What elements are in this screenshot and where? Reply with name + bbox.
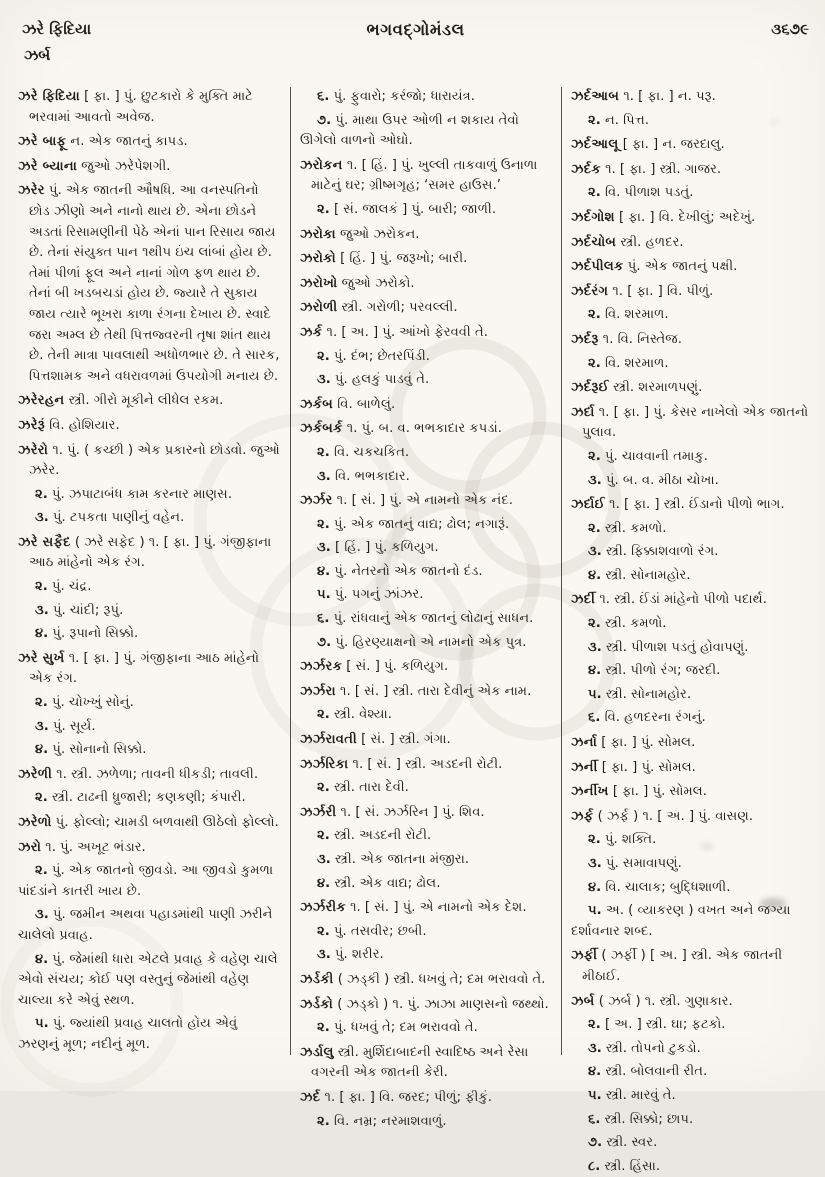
dictionary-entry: ઝર્દઆલૂ [ ફા. ] ન. જરદાલુ. xyxy=(571,137,725,153)
dictionary-entry: ઝરેરહન સ્ત્રી. ગીરો મૂકીને લીધેલ રકમ. xyxy=(18,393,224,409)
dictionary-entry: ઝર્દરૂ ૧. વિ. નિસ્તેજ. xyxy=(571,331,682,347)
sense-line: ૫. અ. ( વ્યાકરણ ) વખત અને જગ્યા દર્શાવનાર શબ્દ. xyxy=(571,903,791,939)
dictionary-entry: ઝર્દક ૧. [ ફા. ] સ્ત્રી. ગાજર. xyxy=(571,161,722,177)
dictionary-entry: ઝર્દરૂઈ સ્ત્રી. શરમાળપણું. xyxy=(571,380,703,396)
dictionary-entry: ઝરોખો જુઓ ઝરોકો. xyxy=(300,275,415,291)
sense-number: ૨. xyxy=(317,828,330,844)
headword: ઝરે સુર્ખ xyxy=(18,650,65,666)
dictionary-entry: ઝર્ડાલુ સ્ત્રી. મુર્શિદાબાદની સ્વાદિષ્ઠ અને રેસા વગરની એક જાતની કેરી. xyxy=(300,1044,529,1081)
sense-line: ૨. વિ. ચકચકિત. xyxy=(317,444,410,460)
dictionary-entry: ઝર્બ ( ઝર્બ ) ૧. સ્ત્રી. ગુણાકાર. xyxy=(571,993,733,1009)
sense-number: ૨. xyxy=(588,832,601,848)
sense-line: ૫. સ્ત્રી. મારવું તે. xyxy=(588,1087,676,1103)
headword: ઝર્ક xyxy=(300,324,323,340)
sense-number: ૬. xyxy=(317,89,330,104)
column-divider-2 xyxy=(561,87,562,1055)
sense-number: ૨. xyxy=(317,348,330,364)
sense-line: ૨. વિ. પીળાશ પડતું. xyxy=(588,185,694,201)
headword: ઝર્ઝર xyxy=(300,493,333,509)
headword: ઝરેરૂં xyxy=(18,417,46,433)
sense-number: ૨. xyxy=(35,579,48,595)
sense-number: ૫. xyxy=(588,1087,602,1103)
dictionary-entry: ઝરે સુર્ખ ૧. [ ફા. ] પું. ગંજીફાના આઠ માંહેનો એક રંગ. xyxy=(18,650,260,687)
headword: ઝર્દરૂઈ xyxy=(571,380,609,396)
column-divider-1 xyxy=(290,87,291,1055)
sense-number: ૪. xyxy=(588,663,602,679)
sense-line: ૬. પું. ફુવારો; કરંજો; ધારાયંત્ર. xyxy=(317,89,475,104)
sense-number: ૨. xyxy=(317,516,330,532)
dictionary-entry: ઝરેરો ૧. પું. ( કચ્છી ) એક પ્રકારનો છોડવો. જુઓ ઝરેર. xyxy=(18,442,280,479)
sense-line: ૭. પું. હિરણ્યાક્ષનો એ નામનો એક પુત્ર. xyxy=(317,634,527,650)
sense-line: ૩. પું. શરીર. xyxy=(317,947,384,963)
headword: ઝરોકો xyxy=(300,251,336,267)
sense-line: ૩. પું. સૂર્ય. xyxy=(35,718,96,734)
dictionary-entry: ઝર્ડકો ( ઝડ્કો ) ૧. પું. ઝાઝા માણસનો જથ્થો. xyxy=(300,996,549,1012)
sense-line: ૩. પું. ચાંદી; રૂપું. xyxy=(35,602,124,618)
sense-line: ૪. સ્ત્રી. સોનામહોર. xyxy=(588,567,691,583)
dictionary-entry: ઝર્ઝરા ૧. [ સં. ] સ્ત્રી. તારા દેવીનું એક નામ. xyxy=(300,683,532,699)
headword: ઝર્દઆબ xyxy=(571,89,620,104)
column-2 xyxy=(300,87,552,1129)
sense-number: ૩. xyxy=(35,907,49,923)
dictionary-entry: ઝર્ઝરક [ સં. ] પું. કળિયુગ. xyxy=(300,659,449,675)
dictionary-entry: ઝરે બ્યાના જુઓ ઝરેપેશગી. xyxy=(18,158,171,174)
sense-number: ૨. xyxy=(588,1017,601,1033)
headword: ઝર્દક xyxy=(571,161,601,177)
dictionary-entry: ઝરેળો પું. ફોલ્લો; ચામડી બળવાથી ઊઠેલો ફોલ્લો. xyxy=(18,815,279,830)
dictionary-entry: ઝર્ઝરાવતી [ સં. ] સ્ત્રી. ગંગા. xyxy=(300,732,451,748)
headword: ઝર્દગોશ xyxy=(571,209,615,225)
sense-line: ૭. પું. માથા ઉપર ઓળી ન શકાય તેવો ઊગેલો વાળનો ઓઘો. xyxy=(300,112,519,149)
dictionary-entry: ઝરે ફિદિયા [ ફા. ] પું. છુટકારો કે મુક્તિ માટે ભરવામાં આવતો અવેજ. xyxy=(18,89,253,125)
sense-line: ૨. સ્ત્રી. ટાઢની ધ્રુજારી; કણકણી; કંપારી. xyxy=(35,790,246,806)
sense-line: ૮. સ્ત્રી. હિંસા. xyxy=(588,1158,661,1174)
headword: ઝર્દ xyxy=(300,1089,321,1105)
headword: ઝર્ઝરી xyxy=(300,804,337,820)
headword: ઝર્દી xyxy=(571,592,596,608)
dictionary-entry: ઝર્દરંગ ૧. [ ફા. ] વિ. પીળું. xyxy=(571,283,714,299)
sense-line: ૨. [ અ. ] સ્ત્રી. ઘા; ફટકો. xyxy=(588,1017,726,1033)
sense-line: ૫. સ્ત્રી. સોનામહોર. xyxy=(588,686,692,702)
sense-number: ૩. xyxy=(317,540,331,556)
dictionary-entry: ઝરો ૧. પું. અખૂટ ભંડાર. xyxy=(18,839,146,855)
page-header xyxy=(22,20,809,40)
headword: ઝર્ડકી xyxy=(300,971,334,987)
dictionary-entry: ઝર્ફી ( ઝર્ફી ) [ અ. ] સ્ત્રી. એક જાતની મીઠાઈ. xyxy=(571,948,783,984)
sense-line: ૭. સ્ત્રી. સ્વર. xyxy=(588,1135,658,1151)
sense-line: ૫. પું. પગનું ઝાંઝર. xyxy=(317,587,424,603)
sense-line: ૨. પું. તસવીર; છબી. xyxy=(317,923,427,939)
headword: ઝર્દઆલૂ xyxy=(571,137,619,153)
dictionary-columns xyxy=(18,87,817,1174)
headword: ઝર્દચોબ xyxy=(571,234,617,250)
headword: ઝર્દરંગ xyxy=(571,283,609,299)
guide-word-last: ઝર્બ xyxy=(24,46,51,64)
sense-number: ૮. xyxy=(588,1158,601,1174)
sense-number: ૨. xyxy=(588,112,601,128)
headword: ઝરેળો xyxy=(18,815,52,830)
sense-line: ૩. સ્ત્રી. પીળાશ પડતું હોવાપણું. xyxy=(588,639,749,655)
headword: ઝરેરહન xyxy=(18,393,65,409)
sense-line: ૨. પું. ધખવું તે; દમ ભરાવવો તે. xyxy=(317,1020,478,1036)
sense-line: ૪. પું. રૂપાનો સિક્કો. xyxy=(35,626,139,642)
sense-line: ૨. પું. શક્તિ. xyxy=(588,832,657,848)
sense-number: ૬. xyxy=(317,611,330,627)
headword: ઝર્દપીલક xyxy=(571,259,624,275)
sense-number: ૨. xyxy=(588,520,601,536)
sense-number: ૪. xyxy=(35,951,49,967)
headword: ઝર્ઝરક xyxy=(300,659,343,675)
sense-number: ૪. xyxy=(317,875,331,891)
sense-line: ૪. સ્ત્રી. એક વાદ્ય; ઢોલ. xyxy=(317,875,441,891)
headword: ઝરોકન xyxy=(300,157,343,173)
headword: ઝર્કબ xyxy=(300,396,334,412)
column-1 xyxy=(18,87,281,1083)
headword: ઝર્દરૂ xyxy=(571,331,599,347)
headword: ઝર્ના xyxy=(571,735,598,751)
sense-line: ૪. સ્ત્રી. બોલવાની રીત. xyxy=(588,1064,708,1080)
sense-line: ૪. પું. સોનાનો સિક્કો. xyxy=(35,742,147,758)
sense-line: ૨. વિ. શરમાળ. xyxy=(588,307,669,323)
sense-number: ૪. xyxy=(35,742,49,758)
dictionary-entry: ઝર્દા ૧. [ ફા. ] પું. કેસર નાખેલો એક જાતનો પુલાવ. xyxy=(571,404,809,441)
sense-line: ૪. પું. જેમાંથી ધારા એટલે પ્રવાહ કે વહેણ ચાલે એવો સંચય; કોઈ પણ વસ્તુનું જેમાંથી વહેણ ચાલ્યા કરે એવું સ્થળ. xyxy=(18,951,278,1008)
dictionary-entry: ઝરે બાફૂ ન. એક જાતનું કાપડ. xyxy=(18,134,188,150)
sense-number: ૫. xyxy=(35,1016,49,1032)
dictionary-entry: ઝર્ઝરી ૧. [ સં. ઝર્ઝરિન ] પું. શિવ. xyxy=(300,804,485,820)
sense-number: ૬. xyxy=(588,710,601,726)
headword: ઝરોકા xyxy=(300,226,336,242)
sense-number: ૨. xyxy=(588,448,601,464)
sense-number: ૫. xyxy=(317,587,331,603)
dictionary-entry: ઝરોકન ૧. [ હિં. ] પું. ખુલ્લી તાકવાળું ઉનાળા માટેનું ઘર; ગ્રીષ્મગૃહ; ‘સમર હાઉસ.’ xyxy=(300,157,538,194)
sense-number: ૨. xyxy=(35,790,48,806)
sense-line: ૬. વિ. હળદરના રંગનું. xyxy=(588,710,706,726)
sense-number: ૩. xyxy=(317,852,331,867)
sense-number: ૨. xyxy=(317,201,330,217)
headword: ઝર્ઝરા xyxy=(300,683,336,699)
sense-line: ૩. પું. બ. વ. મીઠા ચોખા. xyxy=(588,472,719,488)
dictionary-entry: ઝરેર પું. એક જાતની ઔષધિ. આ વનસ્પતિનો છોડ ઝીણો અને નાનો થાય છે. એના છોડને અડતાં રિસામણીની પેઠે એનાં પાન રિસાય જાય છે. તેનાં સંયુક્ત પાન ૧થી૫ ઇંચ લાંબાં હોય છે. તેમાં પીળાં ફૂલ અને નાનાં ગોળ ફળ થાય છે. તેનાં બી ખડબચડાં હોય છે. જ્યારે તે સુકાય જાય ત્યારે ભૂખરા કાળા રંગના દેખાય છે. સ્વાદે જરા અમ્લ છે તેથી પિત્તજ્વરની તૃષા શાંત થાય છે. તેની માત્રા પાવલાથી અધોળભાર છે. તે સારક, પિત્તશામક અને વધરાવળમાં ઉપયોગી મનાય છે. xyxy=(18,183,280,384)
sense-line: ૨. પું. એક જાતનો જીવડો. આ જીવડો કુમળા પાંદડાંને કાતરી ખાય છે. xyxy=(18,863,274,899)
headword: ઝર્ઝરીક xyxy=(300,900,346,916)
sense-line: ૪. પું. નેતરનો એક જાતનો દંડ. xyxy=(317,563,483,579)
sense-number: ૭. xyxy=(588,1135,603,1151)
sense-number: ૨. xyxy=(35,486,48,502)
headword: ઝરેર xyxy=(18,183,45,199)
headword: ઝરે ફિદિયા xyxy=(18,89,80,104)
sense-number: ૩. xyxy=(588,1040,602,1056)
sense-line: ૨. વિ. નમ્ર; નરમાશવાળું. xyxy=(317,1113,447,1129)
dictionary-entry: ઝરેરૂં વિ. હોશિયાર. xyxy=(18,417,120,433)
sense-line: ૬. સ્ત્રી. સિક્કો; છાપ. xyxy=(588,1111,694,1127)
sense-number: ૨. xyxy=(588,355,601,371)
sense-number: ૩. xyxy=(317,468,331,484)
sense-line: ૨. સ્ત્રી. વેશ્યા. xyxy=(317,707,392,723)
sense-number: ૩. xyxy=(317,947,331,963)
headword: ઝરેરો xyxy=(18,442,49,458)
headword: ઝર્ડાલુ xyxy=(300,1044,334,1060)
headword: ઝર્ઝરિકા xyxy=(300,756,349,772)
column-3 xyxy=(571,87,817,1174)
headword: ઝર્ફ xyxy=(571,808,594,824)
dictionary-entry: ઝર્કબર્ક ૧. પું. બ. વ. ભભકાદાર કપડાં. xyxy=(300,421,502,437)
page-number: ૩૬૭૯ xyxy=(771,20,809,38)
sense-line: ૨. પું. ચોખ્ખું સોનું. xyxy=(35,695,134,711)
sense-line: ૩. પું. હલકું પાડવું તે. xyxy=(317,372,430,388)
sense-line: ૨. પું. દંભ; છેતરપિંડી. xyxy=(317,348,430,364)
sense-number: ૨. xyxy=(588,185,601,201)
sense-line: ૪. સ્ત્રી. પીળો રંગ; જરદી. xyxy=(588,663,721,679)
headword: ઝર્ની xyxy=(571,759,598,775)
dictionary-entry: ઝર્કબ વિ. બાળેલું. xyxy=(300,396,396,412)
dictionary-entry: ઝર્ના [ ફા. ] પું. સોમલ. xyxy=(571,735,696,751)
sense-number: ૪. xyxy=(588,567,602,583)
sense-line: ૩. પું. સમાવાપણું. xyxy=(588,856,682,871)
sense-line: ૨. સ્ત્રી. તારા દેવી. xyxy=(317,780,409,796)
dictionary-entry: ઝર્ડકી ( ઝડ્કી ) સ્ત્રી. ધખવું તે; દમ ભરાવવો તે. xyxy=(300,971,546,987)
dictionary-entry: ઝર્દચોબ સ્ત્રી. હળદર. xyxy=(571,234,684,250)
headword: ઝરેળી xyxy=(18,766,53,782)
headword: ઝરે બ્યાના xyxy=(18,158,78,174)
sense-number: ૨. xyxy=(317,1020,330,1036)
dictionary-entry: ઝર્દાઈ ૧. [ ફા. ] સ્ત્રી. ઈંડાનો પીળો ભાગ. xyxy=(571,497,785,513)
sense-line: ૨. પું. એક જાતનું વાદ્ય; ઢોલ; નગારૂં. xyxy=(317,516,510,532)
headword: ઝરે સફૈદ xyxy=(18,534,71,550)
dictionary-entry: ઝર્ઝરિકા ૧. [ સં. ] સ્ત્રી. અડદની રોટી. xyxy=(300,756,503,772)
sense-line: ૫. પું. જ્યાંથી પ્રવાહ ચાલતો હોય એવું ઝરણનું મૂળ; નદીનું મૂળ. xyxy=(18,1016,238,1052)
sense-line: ૩. સ્ત્રી. ફિક્કાશવાળો રંગ. xyxy=(588,544,719,560)
sense-number: ૨. xyxy=(35,863,48,879)
sense-number: ૭. xyxy=(317,112,332,128)
sense-number: ૩. xyxy=(588,639,602,655)
headword: ઝરો xyxy=(18,839,42,855)
headword: ઝર્ફી xyxy=(571,948,598,964)
dictionary-entry: ઝર્ક ૧. [ અ. ] પું. આંખો ફેરવવી તે. xyxy=(300,324,488,340)
sense-line: ૨. પું. ચાવવાની તમાકુ. xyxy=(588,448,708,464)
headword: ઝરોખો xyxy=(300,275,338,291)
dictionary-entry: ઝર્ફ ( ઝર્ફ ) ૧. [ અ. ] પું. વાસણ. xyxy=(571,808,754,824)
headword: ઝર્બ xyxy=(571,993,595,1009)
sense-line: ૬. પું. રાંધવાનું એક જાતનું લોઢાનું સાધન. xyxy=(317,611,534,627)
sense-number: ૨. xyxy=(317,923,330,939)
sense-line: ૩. સ્ત્રી. તોપનો ટુકડો. xyxy=(588,1040,701,1056)
sense-number: ૨. xyxy=(588,616,601,632)
sense-number: ૬. xyxy=(588,1111,601,1127)
sense-number: ૩. xyxy=(588,856,602,871)
dictionary-entry: ઝર્ઝરીક ૧. [ સં. ] પું. એ નામનો એક દેશ. xyxy=(300,900,527,916)
sense-number: ૩. xyxy=(35,510,49,526)
sense-number: ૪. xyxy=(588,1064,602,1080)
sense-line: ૩. [ હિં. ] પું. કળિયુગ. xyxy=(317,540,439,556)
sense-line: ૨. [ સં. જાલકં ] પું. બારી; જાળી. xyxy=(317,201,497,217)
sense-number: ૭. xyxy=(317,634,332,650)
sense-number: ૩. xyxy=(588,544,602,560)
sense-number: ૨. xyxy=(317,780,330,796)
sense-number: ૪. xyxy=(317,563,331,579)
dictionary-entry: ઝરોકો [ હિં. ] પું. જરૂખો; બારી. xyxy=(300,251,468,267)
dictionary-entry: ઝર્દઆબ ૧. [ ફા. ] ન. પરૂ. xyxy=(571,89,716,104)
sense-number: ૨. xyxy=(317,707,330,723)
sense-line: ૨. સ્ત્રી. કમળો. xyxy=(588,520,667,536)
dictionary-entry: ઝરેળી ૧. સ્ત્રી. ઝળેળા; તાવની ધીકડી; તાવલી. xyxy=(18,766,259,782)
sense-number: ૨. xyxy=(317,444,330,460)
headword: ઝર્ડકો xyxy=(300,996,334,1012)
dictionary-entry: ઝર્નીખ [ ફા. ] પું. સોમલ. xyxy=(571,784,707,800)
dictionary-entry: ઝર્દપીલક પું. એક જાતનું પક્ષી. xyxy=(571,259,738,275)
dictionary-title: ભગવદ્ગોમંડલ xyxy=(366,20,465,39)
sense-line: ૩. પું. જમીન અથવા પહાડમાંથી પાણી ઝરીને ચાલેલો પ્રવાહ. xyxy=(18,907,273,943)
sense-number: ૨. xyxy=(317,1113,330,1129)
sense-line: ૩. પું. ટપકતા પાણીનું વહેન. xyxy=(35,510,185,526)
sense-line: ૩. સ્ત્રી. એક જાતના મંજીરા. xyxy=(317,852,470,867)
headword: ઝર્નીખ xyxy=(571,784,609,800)
sense-number: ૩. xyxy=(317,372,331,388)
sense-line: ૨. પું. ઝપાટાબંધ કામ કરનાર માણસ. xyxy=(35,486,233,502)
sense-number: ૫. xyxy=(588,686,602,702)
sense-number: ૫. xyxy=(588,903,602,919)
dictionary-entry: ઝરોળી સ્ત્રી. ગરોળી; પરવલ્લી. xyxy=(300,300,458,316)
sense-number: ૩. xyxy=(35,602,49,618)
sense-number: ૩. xyxy=(35,718,49,734)
headword: ઝરોળી xyxy=(300,300,338,316)
dictionary-entry: ઝર્ઝર ૧. [ સં. ] પું. એ નામનો એક નંદ. xyxy=(300,493,513,509)
sense-number: ૪. xyxy=(35,626,49,642)
sense-line: ૨. વિ. શરમાળ. xyxy=(588,355,669,371)
headword: ઝર્દાઈ xyxy=(571,497,605,513)
sense-number: ૨. xyxy=(588,307,601,323)
dictionary-entry: ઝર્દગોશ [ ફા. ] વિ. દેખીલું; અદેખું. xyxy=(571,209,756,225)
sense-line: ૨. સ્ત્રી. કમળો. xyxy=(588,616,667,632)
sense-line: ૨. પું. ચંદ્ર. xyxy=(35,579,92,595)
dictionary-entry: ઝરોકા જુઓ ઝરોકન. xyxy=(300,226,420,242)
headword: ઝર્દા xyxy=(571,404,595,420)
sense-number: ૨. xyxy=(35,695,48,711)
sense-number: ૪. xyxy=(588,879,602,895)
dictionary-entry: ઝર્ની [ ફા. ] પું. સોમલ. xyxy=(571,759,696,775)
dictionary-entry: ઝર્દ ૧. [ ફા. ] વિ. જરદ; પીળું; ફીકું. xyxy=(300,1089,492,1105)
guide-word-first: ઝરે ફિદિયા xyxy=(22,20,92,38)
headword: ઝરે બાફૂ xyxy=(18,134,67,150)
dictionary-entry: ઝર્દી ૧. સ્ત્રી. ઈંડાં માંહેનો પીળો પદાર્થ. xyxy=(571,592,767,608)
headword: ઝર્કબર્ક xyxy=(300,421,343,437)
headword: ઝર્ઝરાવતી xyxy=(300,732,357,748)
sense-number: ૩. xyxy=(588,472,602,488)
sense-line: ૨. સ્ત્રી. અડદની રોટી. xyxy=(317,828,432,844)
sense-line: ૪. વિ. ચાલાક; બુદ્ધિશાળી. xyxy=(588,879,731,895)
dictionary-entry: ઝરે સફૈદ ( ઝરે સફેદ ) ૧. [ ફા. ] પું. ગંજીફાના આઠ માંહેનો એક રંગ. xyxy=(18,534,272,571)
sense-line: ૩. વિ. ભભકાદાર. xyxy=(317,468,410,484)
sense-line: ૨. ન. પિત્ત. xyxy=(588,112,649,128)
